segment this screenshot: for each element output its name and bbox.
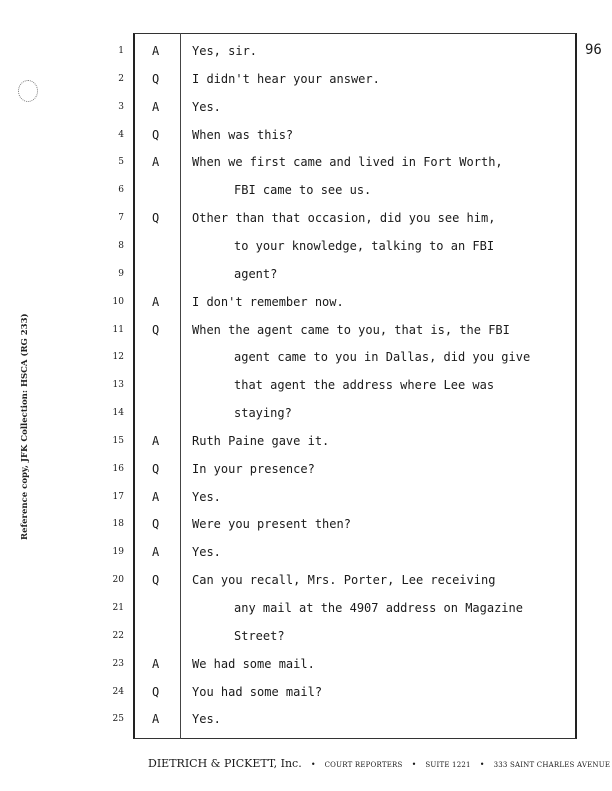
- speaker-label: A: [152, 489, 160, 504]
- transcript-line: [0, 460, 612, 480]
- transcript-line: [0, 153, 612, 173]
- line-number: 2: [118, 73, 124, 84]
- line-text: Street?: [234, 628, 285, 643]
- line-number: 13: [112, 380, 124, 391]
- line-text: When the agent came to you, that is, the FBI: [192, 322, 510, 337]
- footer-separator: •: [479, 760, 485, 769]
- transcript-line: [0, 293, 612, 313]
- line-number: 21: [112, 603, 124, 613]
- line-text: In your presence?: [192, 461, 315, 476]
- line-number: 1: [118, 46, 124, 56]
- transcript-line: [0, 348, 612, 368]
- transcript-line: [0, 543, 612, 563]
- line-text: Yes.: [192, 545, 221, 560]
- line-text: You had some mail?: [192, 684, 323, 699]
- speaker-label: Q: [152, 461, 160, 476]
- footer-separator: •: [310, 760, 316, 769]
- line-text: Yes.: [192, 712, 221, 727]
- line-number: 24: [112, 686, 124, 697]
- line-text: that agent the address where Lee was: [234, 378, 495, 393]
- speaker-label: Q: [152, 211, 160, 226]
- line-text: Yes.: [192, 99, 221, 114]
- line-text: to your knowledge, talking to an FBI: [234, 238, 495, 253]
- speaker-label: Q: [152, 71, 160, 86]
- speaker-label: A: [152, 545, 160, 560]
- transcript-line: [0, 571, 612, 591]
- line-text: Other than that occasion, did you see him,: [192, 211, 496, 226]
- speaker-label: A: [152, 44, 160, 58]
- line-number: 18: [112, 519, 124, 530]
- speaker-label: A: [152, 294, 160, 309]
- speaker-label: A: [152, 656, 160, 671]
- line-number: 20: [112, 575, 124, 586]
- line-number: 12: [112, 352, 124, 363]
- transcript-line: [0, 321, 612, 341]
- line-text: staying?: [234, 406, 292, 421]
- line-text: I didn't hear your answer.: [192, 71, 380, 86]
- transcript-line: [0, 710, 612, 730]
- line-text: Can you recall, Mrs. Porter, Lee receiving: [192, 573, 496, 588]
- footer: [148, 752, 610, 771]
- archive-stamp: Reference copy, JFK Collection: HSCA (RG 233): [20, 313, 30, 540]
- speaker-label: Q: [152, 322, 160, 337]
- transcript-line: [0, 655, 612, 675]
- line-number: 4: [118, 129, 124, 140]
- transcript-line: [0, 376, 612, 396]
- line-text: I don't remember now.: [192, 294, 344, 309]
- speaker-label: A: [152, 433, 160, 448]
- line-number: 9: [118, 268, 124, 279]
- footer-reporters: COURT REPORTERS: [324, 761, 403, 769]
- line-number: 5: [118, 157, 124, 168]
- speaker-label: Q: [152, 684, 160, 699]
- page-number: 96: [585, 42, 602, 58]
- speaker-label: A: [152, 155, 160, 170]
- transcript-line: [0, 98, 612, 118]
- transcript-line: [0, 515, 612, 535]
- speaker-label: A: [152, 712, 160, 727]
- transcript-line: [0, 599, 612, 619]
- transcript-line: [0, 488, 612, 508]
- transcript-line: [0, 209, 612, 229]
- transcript-line: [0, 181, 612, 201]
- speaker-label: Q: [152, 573, 160, 588]
- line-number: 3: [118, 101, 124, 112]
- line-text: agent came to you in Dallas, did you give: [234, 350, 531, 365]
- line-number: 16: [112, 463, 124, 474]
- footer-address: 333 SAINT CHARLES AVENUE: [493, 761, 611, 769]
- line-number: 17: [112, 491, 124, 502]
- transcript-line: [0, 432, 612, 452]
- line-text: agent?: [234, 266, 278, 281]
- line-number: 7: [118, 213, 124, 224]
- line-number: 14: [112, 408, 124, 419]
- line-text: We had some mail.: [192, 656, 315, 671]
- line-text: FBI came to see us.: [234, 183, 372, 198]
- line-number: 19: [112, 547, 124, 558]
- line-number: 10: [112, 296, 124, 307]
- line-number: 6: [118, 185, 124, 196]
- speaker-label: Q: [152, 517, 160, 532]
- transcript-line: [0, 42, 612, 62]
- line-number: 25: [112, 714, 124, 725]
- line-number: 15: [112, 435, 124, 446]
- line-text: Were you present then?: [192, 517, 351, 532]
- footer-suite: SUITE 1221: [425, 761, 471, 769]
- transcript-line: [0, 70, 612, 90]
- line-text: When was this?: [192, 127, 294, 142]
- line-number: 11: [112, 324, 124, 335]
- transcript-line: [0, 683, 612, 703]
- transcript-line: [0, 404, 612, 424]
- line-text: Yes, sir.: [192, 44, 258, 58]
- transcript-line: [0, 627, 612, 647]
- line-text: When we first came and lived in Fort Worth,: [192, 155, 503, 170]
- line-text: any mail at the 4907 address on Magazine: [234, 601, 523, 615]
- footer-separator: •: [411, 760, 417, 769]
- line-number: 8: [118, 240, 124, 251]
- line-number: 22: [112, 630, 124, 641]
- transcript-line: [0, 126, 612, 146]
- transcript-line: [0, 265, 612, 285]
- speaker-label: A: [152, 99, 160, 114]
- transcript-line: [0, 237, 612, 257]
- line-text: Ruth Paine gave it.: [192, 433, 330, 448]
- footer-firm: DIETRICH & PICKETT, Inc.: [148, 757, 302, 770]
- line-text: Yes.: [192, 489, 221, 504]
- line-number: 23: [112, 658, 124, 669]
- speaker-label: Q: [152, 127, 160, 142]
